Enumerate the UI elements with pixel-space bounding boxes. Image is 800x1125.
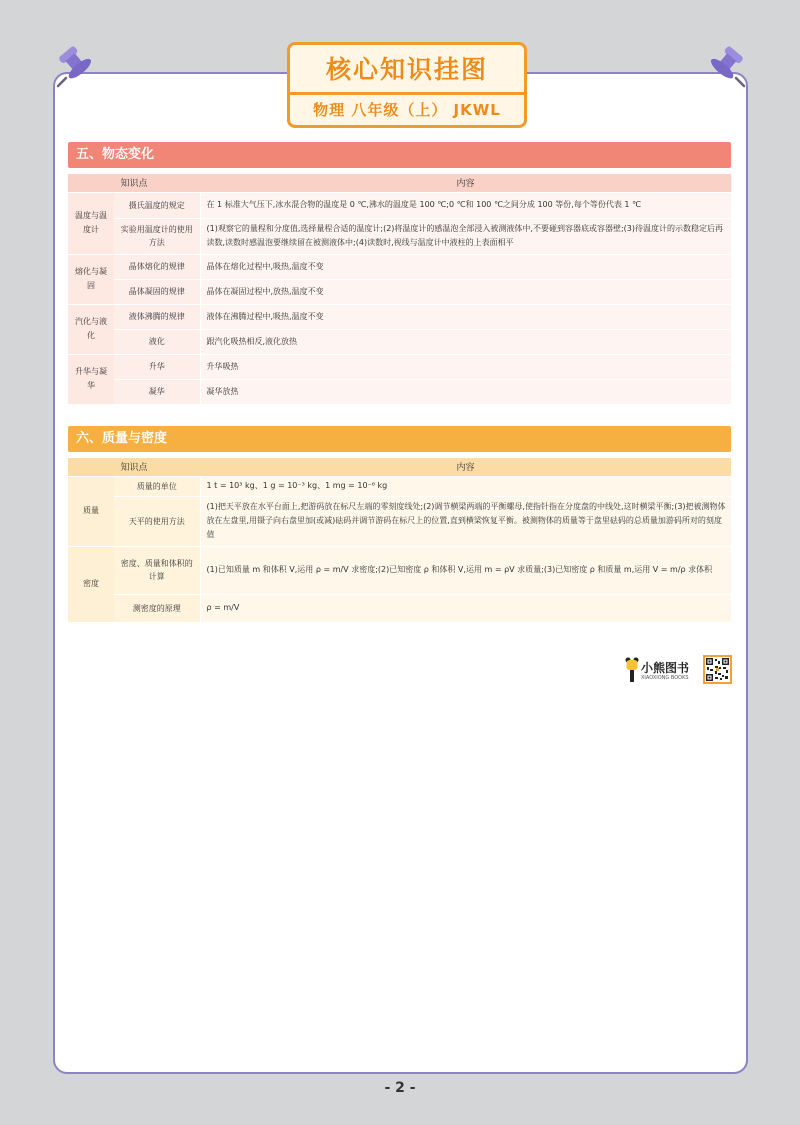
- table-row: [68, 546, 731, 594]
- table-row: [68, 354, 731, 379]
- table-row: [68, 304, 731, 329]
- content-cell: 在 1 标准大气压下,冰水混合物的温度是 0 ℃,沸水的温度是 100 ℃;0 ℃和 100 ℃之间分成 100 等份,每个等份代表 1 ℃: [200, 192, 731, 218]
- bear-logo-icon: [625, 657, 639, 683]
- push-pin-icon: [706, 44, 750, 88]
- table-row: [68, 279, 731, 304]
- category-cell: 质量: [68, 476, 114, 546]
- qr-code-icon: [703, 655, 732, 684]
- brand-name: 小熊图书: [641, 661, 690, 675]
- table-header-row: [68, 174, 731, 192]
- table-row: [68, 594, 731, 622]
- table-row: [68, 496, 731, 546]
- content-cell: 液体在沸腾过程中,吸热,温度不变: [200, 304, 731, 329]
- section-mass-density: [68, 426, 731, 623]
- point-cell: 液化: [114, 329, 200, 354]
- point-cell: 摄氏温度的规定: [114, 192, 200, 218]
- content-cell: (1)观察它的量程和分度值,选择量程合适的温度计;(2)将温度计的感温泡全部浸入被测液体中,不要碰到容器底或容器壁;(3)待温度计的示数稳定后再读数,读数时感温泡要继续留在被测液体中;(4)读数时,视线与温度计中液柱的上表面相平: [200, 218, 731, 254]
- section-title: 六、质量与密度: [68, 426, 731, 452]
- content-cell: 晶体在凝固过程中,放热,温度不变: [200, 279, 731, 304]
- brand-logo: [625, 655, 695, 685]
- point-cell: 测密度的原理: [114, 594, 200, 622]
- content-cell: 升华吸热: [200, 354, 731, 379]
- content-cell: ρ = m/V: [200, 594, 731, 622]
- section-phase-change: [68, 142, 731, 405]
- title-box: [287, 42, 527, 128]
- column-header: 知识点: [68, 458, 200, 476]
- content-cell: 跟汽化吸热相反,液化放热: [200, 329, 731, 354]
- category-cell: 温度与温度计: [68, 192, 114, 254]
- table-row: [68, 379, 731, 404]
- table-row: [68, 218, 731, 254]
- point-cell: 实验用温度计的使用方法: [114, 218, 200, 254]
- column-header: 知识点: [68, 174, 200, 192]
- knowledge-table: [68, 174, 731, 405]
- table-row: [68, 254, 731, 279]
- page-title: 核心知识挂图: [290, 45, 524, 95]
- point-cell: 升华: [114, 354, 200, 379]
- point-cell: 凝华: [114, 379, 200, 404]
- point-cell: 晶体熔化的规律: [114, 254, 200, 279]
- brand-subtitle: XIAOXIONG BOOKS: [641, 675, 689, 681]
- category-cell: 密度: [68, 546, 114, 622]
- table-row: [68, 476, 731, 496]
- push-pin-icon: [52, 44, 96, 88]
- knowledge-table: [68, 458, 731, 623]
- table-row: [68, 329, 731, 354]
- category-cell: 汽化与液化: [68, 304, 114, 354]
- content-cell: 1 t = 10³ kg、1 g = 10⁻³ kg、1 mg = 10⁻⁶ kg: [200, 476, 731, 496]
- point-cell: 晶体凝固的规律: [114, 279, 200, 304]
- table-row: [68, 192, 731, 218]
- column-header: 内容: [200, 174, 731, 192]
- page-number: - 2 -: [384, 1080, 416, 1096]
- content-cell: (1)已知质量 m 和体积 V,运用 ρ = m/V 求密度;(2)已知密度 ρ 和体积 V,运用 m = ρV 求质量;(3)已知密度 ρ 和质量 m,运用 V = m/ρ 求体积: [200, 546, 731, 594]
- point-cell: 密度、质量和体积的计算: [114, 546, 200, 594]
- content-cell: 晶体在熔化过程中,吸热,温度不变: [200, 254, 731, 279]
- content-cell: (1)把天平放在水平台面上,把游码放在标尺左端的零刻度线处;(2)调节横梁两端的平衡螺母,使指针指在分度盘的中线处,这时横梁平衡;(3)把被测物体放在左盘里,用镊子向右盘里加(或减)砝码并调节游码在标尺上的位置,直到横梁恢复平衡。被测物体的质量等于盘里砝码的总质量加游码所对的刻度值: [200, 496, 731, 546]
- point-cell: 质量的单位: [114, 476, 200, 496]
- content-cell: 凝华放热: [200, 379, 731, 404]
- section-title: 五、物态变化: [68, 142, 731, 168]
- point-cell: 天平的使用方法: [114, 496, 200, 546]
- page-subtitle: 物理 八年级（上） JKWL: [313, 101, 501, 119]
- point-cell: 液体沸腾的规律: [114, 304, 200, 329]
- category-cell: 升华与凝华: [68, 354, 114, 404]
- table-header-row: [68, 458, 731, 476]
- category-cell: 熔化与凝固: [68, 254, 114, 304]
- column-header: 内容: [200, 458, 731, 476]
